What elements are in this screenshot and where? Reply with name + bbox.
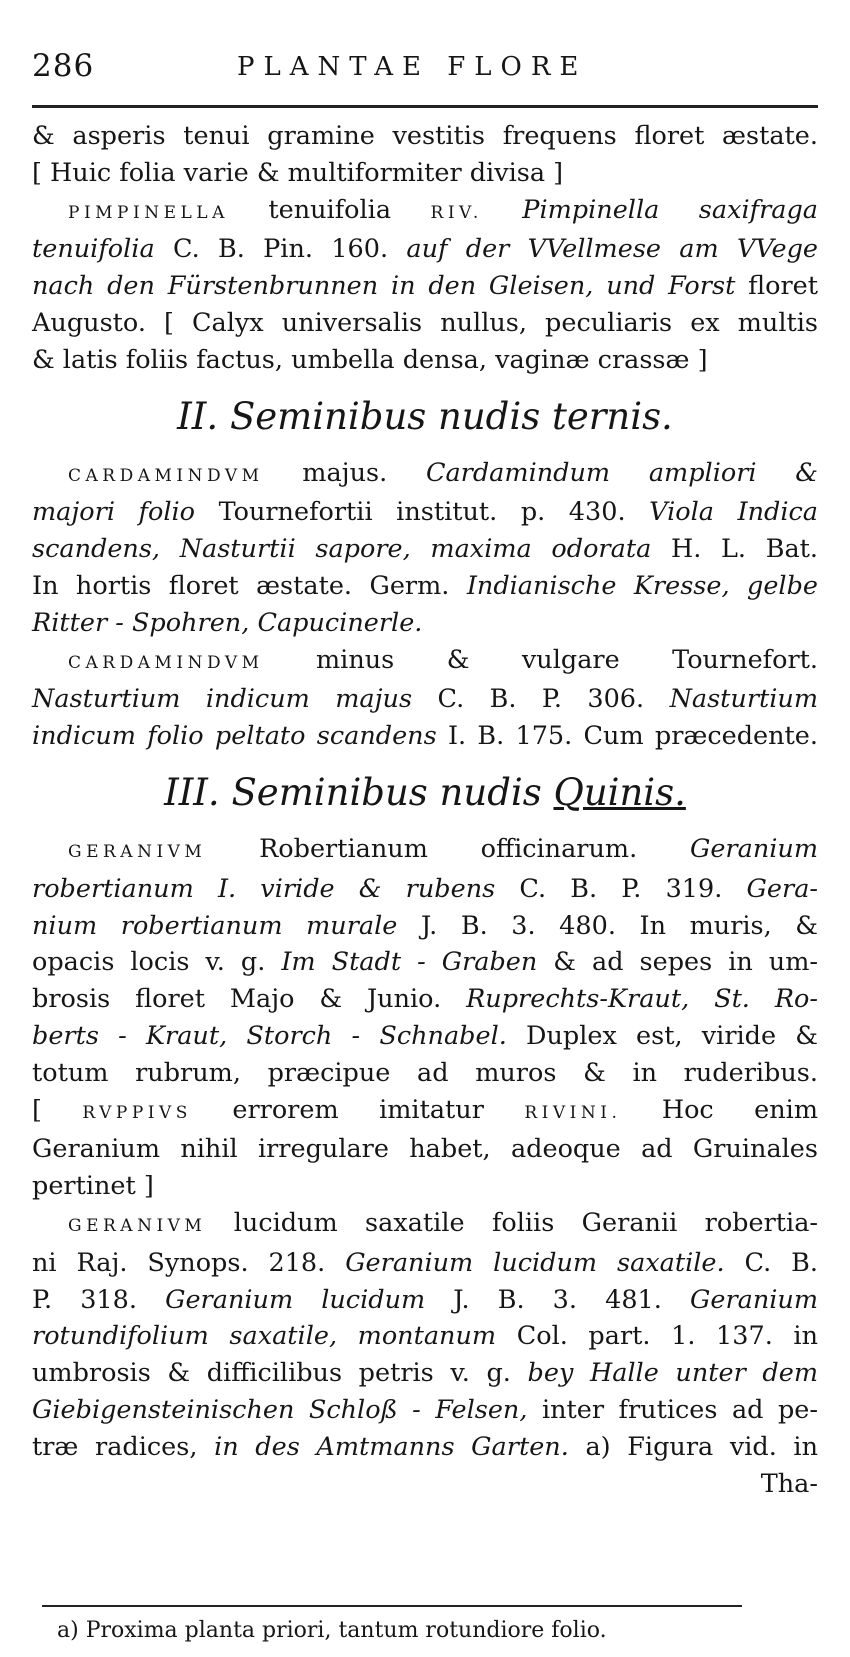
text-span: minus & vulgare Tournefort. <box>316 644 819 675</box>
italic-span: Giebigensteinischen Schloß - Felsen, <box>32 1394 528 1425</box>
author-smallcaps: RVPPIVS <box>82 1102 192 1123</box>
text-line: Ritter - Spohren, Capucinerle. <box>32 607 423 638</box>
book-page <box>32 40 819 1643</box>
italic-span: robertianum I. viride & rubens <box>32 873 496 904</box>
text-span: opacis locis v. g. <box>32 947 266 978</box>
text-line <box>32 494 818 531</box>
text-line: totum rubrum, præcipue ad muros & in ruderibus. <box>32 1057 818 1088</box>
page-header <box>32 40 818 90</box>
italic-span: Geranium <box>689 833 819 864</box>
italic-span: Im Stadt - Graben <box>281 947 538 978</box>
text-line <box>32 1092 818 1132</box>
italic-span: Geranium lucidum saxatile. <box>345 1247 725 1278</box>
text-span: C. B. <box>744 1247 819 1278</box>
italic-span: scandens, Nasturtii sapore, maxima odorata <box>32 534 652 565</box>
italic-span: nium robertianum murale <box>32 910 398 941</box>
text-span: Hoc enim <box>661 1094 818 1125</box>
text-line: & asperis tenui gramine vestitis frequens floret æstate. <box>32 121 818 151</box>
text-line <box>32 1392 818 1429</box>
text-span: Col. part. 1. 137. in <box>516 1321 818 1352</box>
italic-span: Geranium <box>689 1284 819 1315</box>
italic-span: Geranium lucidum <box>165 1284 426 1315</box>
text-span: a) Figura vid. in <box>585 1431 819 1462</box>
italic-span: Indianische Kresse, gelbe <box>466 570 818 601</box>
text-line <box>32 718 818 755</box>
author-smallcaps: RIV. <box>430 202 483 223</box>
text-span: I. B. 175. Cum præcedente. <box>447 721 819 752</box>
italic-span: tenuifolia <box>32 234 155 265</box>
author-smallcaps: RIVINI. <box>524 1102 622 1123</box>
italic-span: Gera- <box>746 873 819 904</box>
text-line <box>32 831 818 871</box>
italic-span: bey Halle unter dem <box>527 1358 819 1389</box>
text-span: H. L. Bat. <box>670 534 819 565</box>
italic-span: indicum folio peltato scandens <box>32 721 437 752</box>
text-line <box>32 642 818 682</box>
plant-name-smallcaps: GERANIVM <box>68 1215 207 1236</box>
text-line <box>32 871 818 908</box>
italic-span: Pimpinella saxifraga <box>522 194 818 225</box>
text-line <box>32 268 818 305</box>
text-span: J. B. 3. 480. In muris, & <box>420 910 818 941</box>
plant-name-smallcaps: PIMPINELLA <box>68 202 229 223</box>
footnote: a) Proxima planta priori, tantum rotundiore folio. <box>57 1618 607 1643</box>
italic-span: Ruprechts-Kraut, St. Ro- <box>466 984 818 1015</box>
text-span: Duplex est, viride & <box>526 1020 818 1051</box>
text-line: & latis foliis factus, umbella densa, vaginæ crassæ ] <box>32 344 708 375</box>
page-body <box>32 118 818 1502</box>
text-span: træ radices, <box>32 1431 198 1462</box>
entry-geranium-lucidum <box>32 1205 818 1502</box>
text-line: Augusto. [ Calyx universalis nullus, peculiaris ex multis <box>32 307 818 338</box>
text-line <box>32 192 818 232</box>
text-line <box>32 1018 818 1055</box>
text-line <box>32 231 818 268</box>
text-line: pertinet ] <box>32 1171 154 1202</box>
plant-name-smallcaps: CARDAMINDVM <box>68 652 264 673</box>
text-span: tenuifolia <box>268 194 392 225</box>
text-line: Geranium nihil irregulare habet, adeoque ad Gruinales <box>32 1134 818 1165</box>
section-heading-ii <box>32 393 818 441</box>
text-span: majus. <box>302 457 388 488</box>
text-line <box>32 1355 818 1392</box>
entry-pimpinella <box>32 192 818 379</box>
text-line <box>32 908 818 945</box>
header-rule <box>32 105 818 108</box>
text-span: inter frutices ad pe- <box>541 1394 818 1425</box>
italic-span: majori folio <box>32 497 195 528</box>
section-heading-iii <box>32 769 818 817</box>
italic-span: rotundifolium saxatile, montanum <box>32 1321 497 1352</box>
text-line <box>32 981 818 1018</box>
text-line <box>32 1282 818 1319</box>
page-number: 286 <box>32 48 95 84</box>
text-line: [ Huic folia varie & multiformiter divisa ] <box>32 157 564 188</box>
italic-span: auf der VVellmese am VVege <box>406 234 818 265</box>
text-span: J. B. 3. 481. <box>453 1284 662 1315</box>
entry-cardamindum-majus <box>32 455 818 642</box>
italic-span: Cardamindum ampliori & <box>425 457 818 488</box>
text-span: C. B. P. 306. <box>437 684 645 715</box>
entry-cardamindum-minus <box>32 642 818 755</box>
text-line <box>32 1318 818 1355</box>
text-span: ni Raj. Synops. 218. <box>32 1247 326 1278</box>
text-span: errorem imitatur <box>232 1094 484 1125</box>
italic-span: Nasturtium <box>669 684 819 715</box>
footnote-rule <box>42 1605 742 1607</box>
paragraph-continuation <box>32 118 818 192</box>
text-span: P. 318. <box>32 1284 137 1315</box>
text-span: C. B. P. 319. <box>519 873 723 904</box>
section-number: III. <box>164 770 220 814</box>
plant-name-smallcaps: CARDAMINDVM <box>68 465 264 486</box>
text-span: & ad sepes in um- <box>553 947 818 978</box>
text-line <box>32 1245 818 1282</box>
section-title: Seminibus nudis ternis. <box>229 394 673 438</box>
text-line <box>32 455 818 495</box>
running-head: PLANTAE FLORE <box>237 52 588 82</box>
text-span: Tournefortii institut. p. 430. <box>218 497 626 528</box>
plant-name-smallcaps: GERANIVM <box>68 841 207 862</box>
text-span: Robertianum officinarum. <box>259 833 638 864</box>
text-line <box>32 531 818 568</box>
text-line <box>32 1205 818 1245</box>
italic-span: Nasturtium indicum majus <box>32 684 413 715</box>
italic-span: berts - Kraut, Storch - Schnabel. <box>32 1020 507 1051</box>
text-span: floret <box>748 271 818 302</box>
section-number: II. <box>177 394 219 438</box>
italic-span: Viola Indica <box>649 497 818 528</box>
catchword: Tha- <box>760 1468 818 1499</box>
italic-span: in des Amtmanns Garten. <box>214 1431 569 1462</box>
text-line <box>32 568 818 605</box>
text-span: C. B. Pin. 160. <box>172 234 389 265</box>
text-line <box>32 944 818 981</box>
text-span: lucidum saxatile foliis Geranii robertia- <box>233 1207 819 1238</box>
section-title-underlined: Quinis. <box>553 770 686 814</box>
text-span: brosis floret Majo & Junio. <box>32 984 442 1015</box>
italic-span: nach den Fürstenbrunnen in den Gleisen, und Forst <box>32 271 736 302</box>
text-line <box>32 681 818 718</box>
text-span: [ <box>32 1094 42 1125</box>
text-span: In hortis floret æstate. Germ. <box>32 570 450 601</box>
text-span: umbrosis & difficilibus petris v. g. <box>32 1358 511 1389</box>
entry-geranium-robertianum <box>32 831 818 1205</box>
section-title: Seminibus nudis <box>231 770 542 814</box>
text-line <box>32 1429 818 1466</box>
